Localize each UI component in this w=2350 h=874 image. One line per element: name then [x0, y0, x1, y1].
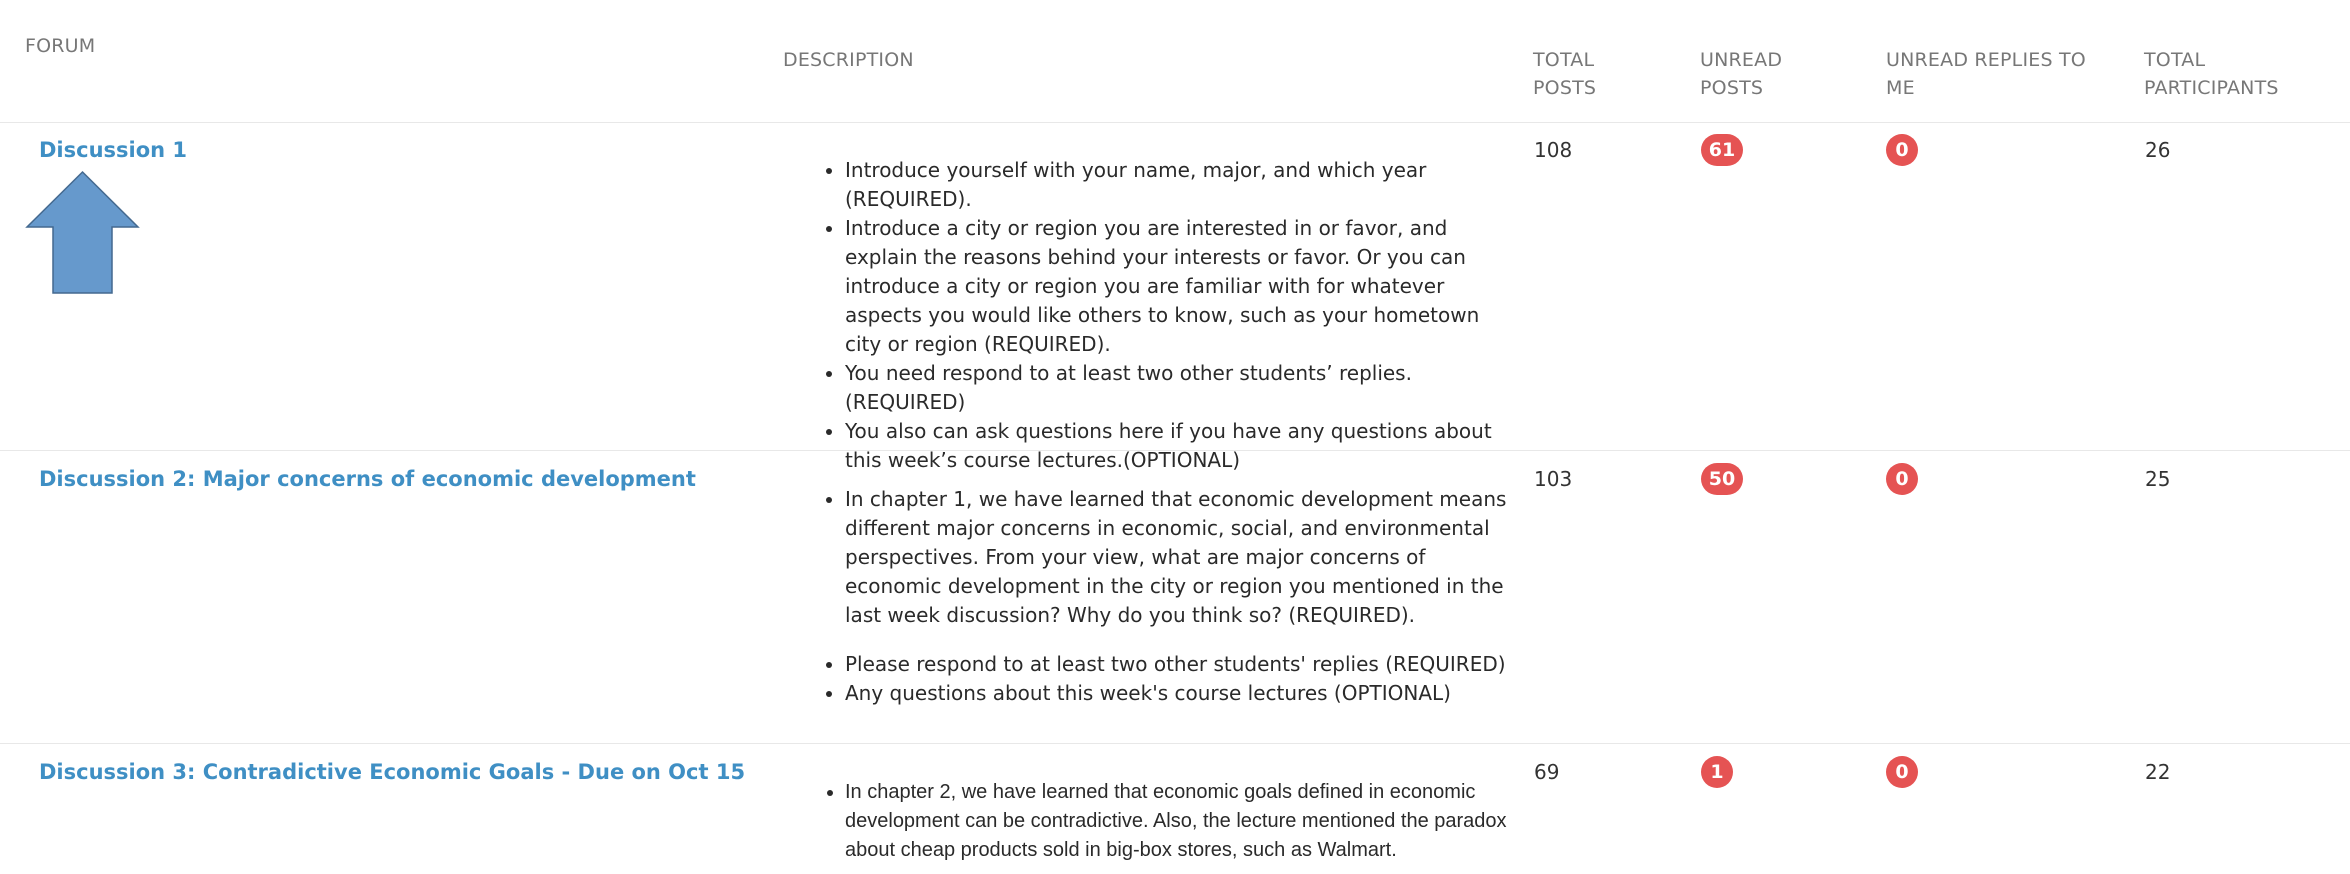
- description-list: [788, 778, 1518, 865]
- column-header-description: [783, 46, 914, 74]
- forum-description: [788, 485, 1518, 708]
- column-header-unread-posts-line-2: POSTS: [1700, 77, 1764, 99]
- table-row: [0, 451, 2350, 744]
- column-header-total-participants-line-2: PARTICIPANTS: [2144, 77, 2279, 99]
- column-header-unread-posts-line-1: UNREAD: [1700, 49, 1783, 71]
- column-header-total-posts[interactable]: [1533, 46, 1596, 102]
- column-header-forum[interactable]: [25, 32, 95, 60]
- list-item: • In chapter 1, we have learned that economic development means different major concerns in economic, social, and environmental perspectives. From your view, what are major concerns of economic development in the city or region you mentioned in the last week discussion? Why do you think so? (REQUIRED).: [845, 485, 1518, 630]
- list-item: • In chapter 2, we have learned that economic goals defined in economic development can be contradictive. Also, the lecture mentioned the paradox about cheap products sold in big-box stores, such as Walmart.: [845, 778, 1518, 865]
- list-item: • You need respond to at least two other students’ replies.(REQUIRED): [845, 359, 1518, 417]
- up-arrow-shape: [27, 172, 138, 293]
- unread-posts-badge[interactable]: 61: [1701, 134, 1743, 166]
- list-item: • Introduce a city or region you are interested in or favor, and explain the reasons behind your interests or favor. Or you can introduce a city or region you are familiar with for whatever aspects you would like others to know, such as your hometown city or region (REQUIRED).: [845, 214, 1518, 359]
- column-header-unread-replies-line-1: UNREAD REPLIES TO: [1886, 49, 2086, 71]
- total-participants-count: 26: [2145, 138, 2171, 162]
- unread-replies-badge[interactable]: 0: [1886, 463, 1918, 495]
- description-list: [788, 156, 1518, 475]
- column-header-unread-posts[interactable]: [1700, 46, 1782, 102]
- column-header-forum-label: FORUM: [25, 35, 96, 57]
- total-posts-count: 103: [1534, 467, 1573, 491]
- list-item: • You also can ask questions here if you have any questions about this week’s course lectures.(OPTIONAL): [845, 417, 1518, 475]
- unread-posts-badge[interactable]: 1: [1701, 756, 1733, 788]
- total-participants-count: 22: [2145, 760, 2171, 784]
- forum-description: [788, 778, 1518, 865]
- column-header-total-posts-line-1: TOTAL: [1533, 49, 1595, 71]
- forum-description: [788, 156, 1518, 475]
- column-header-unread-replies-line-2: ME: [1886, 77, 1915, 99]
- forum-link-discussion-3[interactable]: Discussion 3: Contradictive Economic Goals - Due on Oct 15: [39, 760, 746, 784]
- forum-link-discussion-2[interactable]: Discussion 2: Major concerns of economic development: [39, 467, 696, 491]
- total-participants-count: 25: [2145, 467, 2171, 491]
- column-header-description-label: DESCRIPTION: [783, 49, 914, 71]
- unread-posts-badge[interactable]: 50: [1701, 463, 1743, 495]
- up-arrow-icon: [25, 170, 140, 295]
- column-header-unread-replies[interactable]: [1886, 46, 2086, 102]
- list-item: • Any questions about this week's course lectures (OPTIONAL): [845, 679, 1518, 708]
- column-header-total-participants-line-1: TOTAL: [2144, 49, 2206, 71]
- table-header: [0, 0, 2350, 123]
- unread-replies-badge[interactable]: 0: [1886, 134, 1918, 166]
- description-list: [788, 485, 1518, 630]
- forum-link-discussion-1[interactable]: Discussion 1: [39, 138, 188, 162]
- list-item: • Please respond to at least two other students' replies (REQUIRED): [845, 650, 1518, 679]
- total-posts-count: 69: [1534, 760, 1560, 784]
- table-row: [0, 122, 2350, 472]
- unread-replies-badge[interactable]: 0: [1886, 756, 1918, 788]
- total-posts-count: 108: [1534, 138, 1573, 162]
- table-row: [0, 744, 2350, 874]
- column-header-total-participants[interactable]: [2144, 46, 2279, 102]
- list-item: • Introduce yourself with your name, major, and which year (REQUIRED).: [845, 156, 1518, 214]
- column-header-total-posts-line-2: POSTS: [1533, 77, 1597, 99]
- description-list: [788, 650, 1518, 708]
